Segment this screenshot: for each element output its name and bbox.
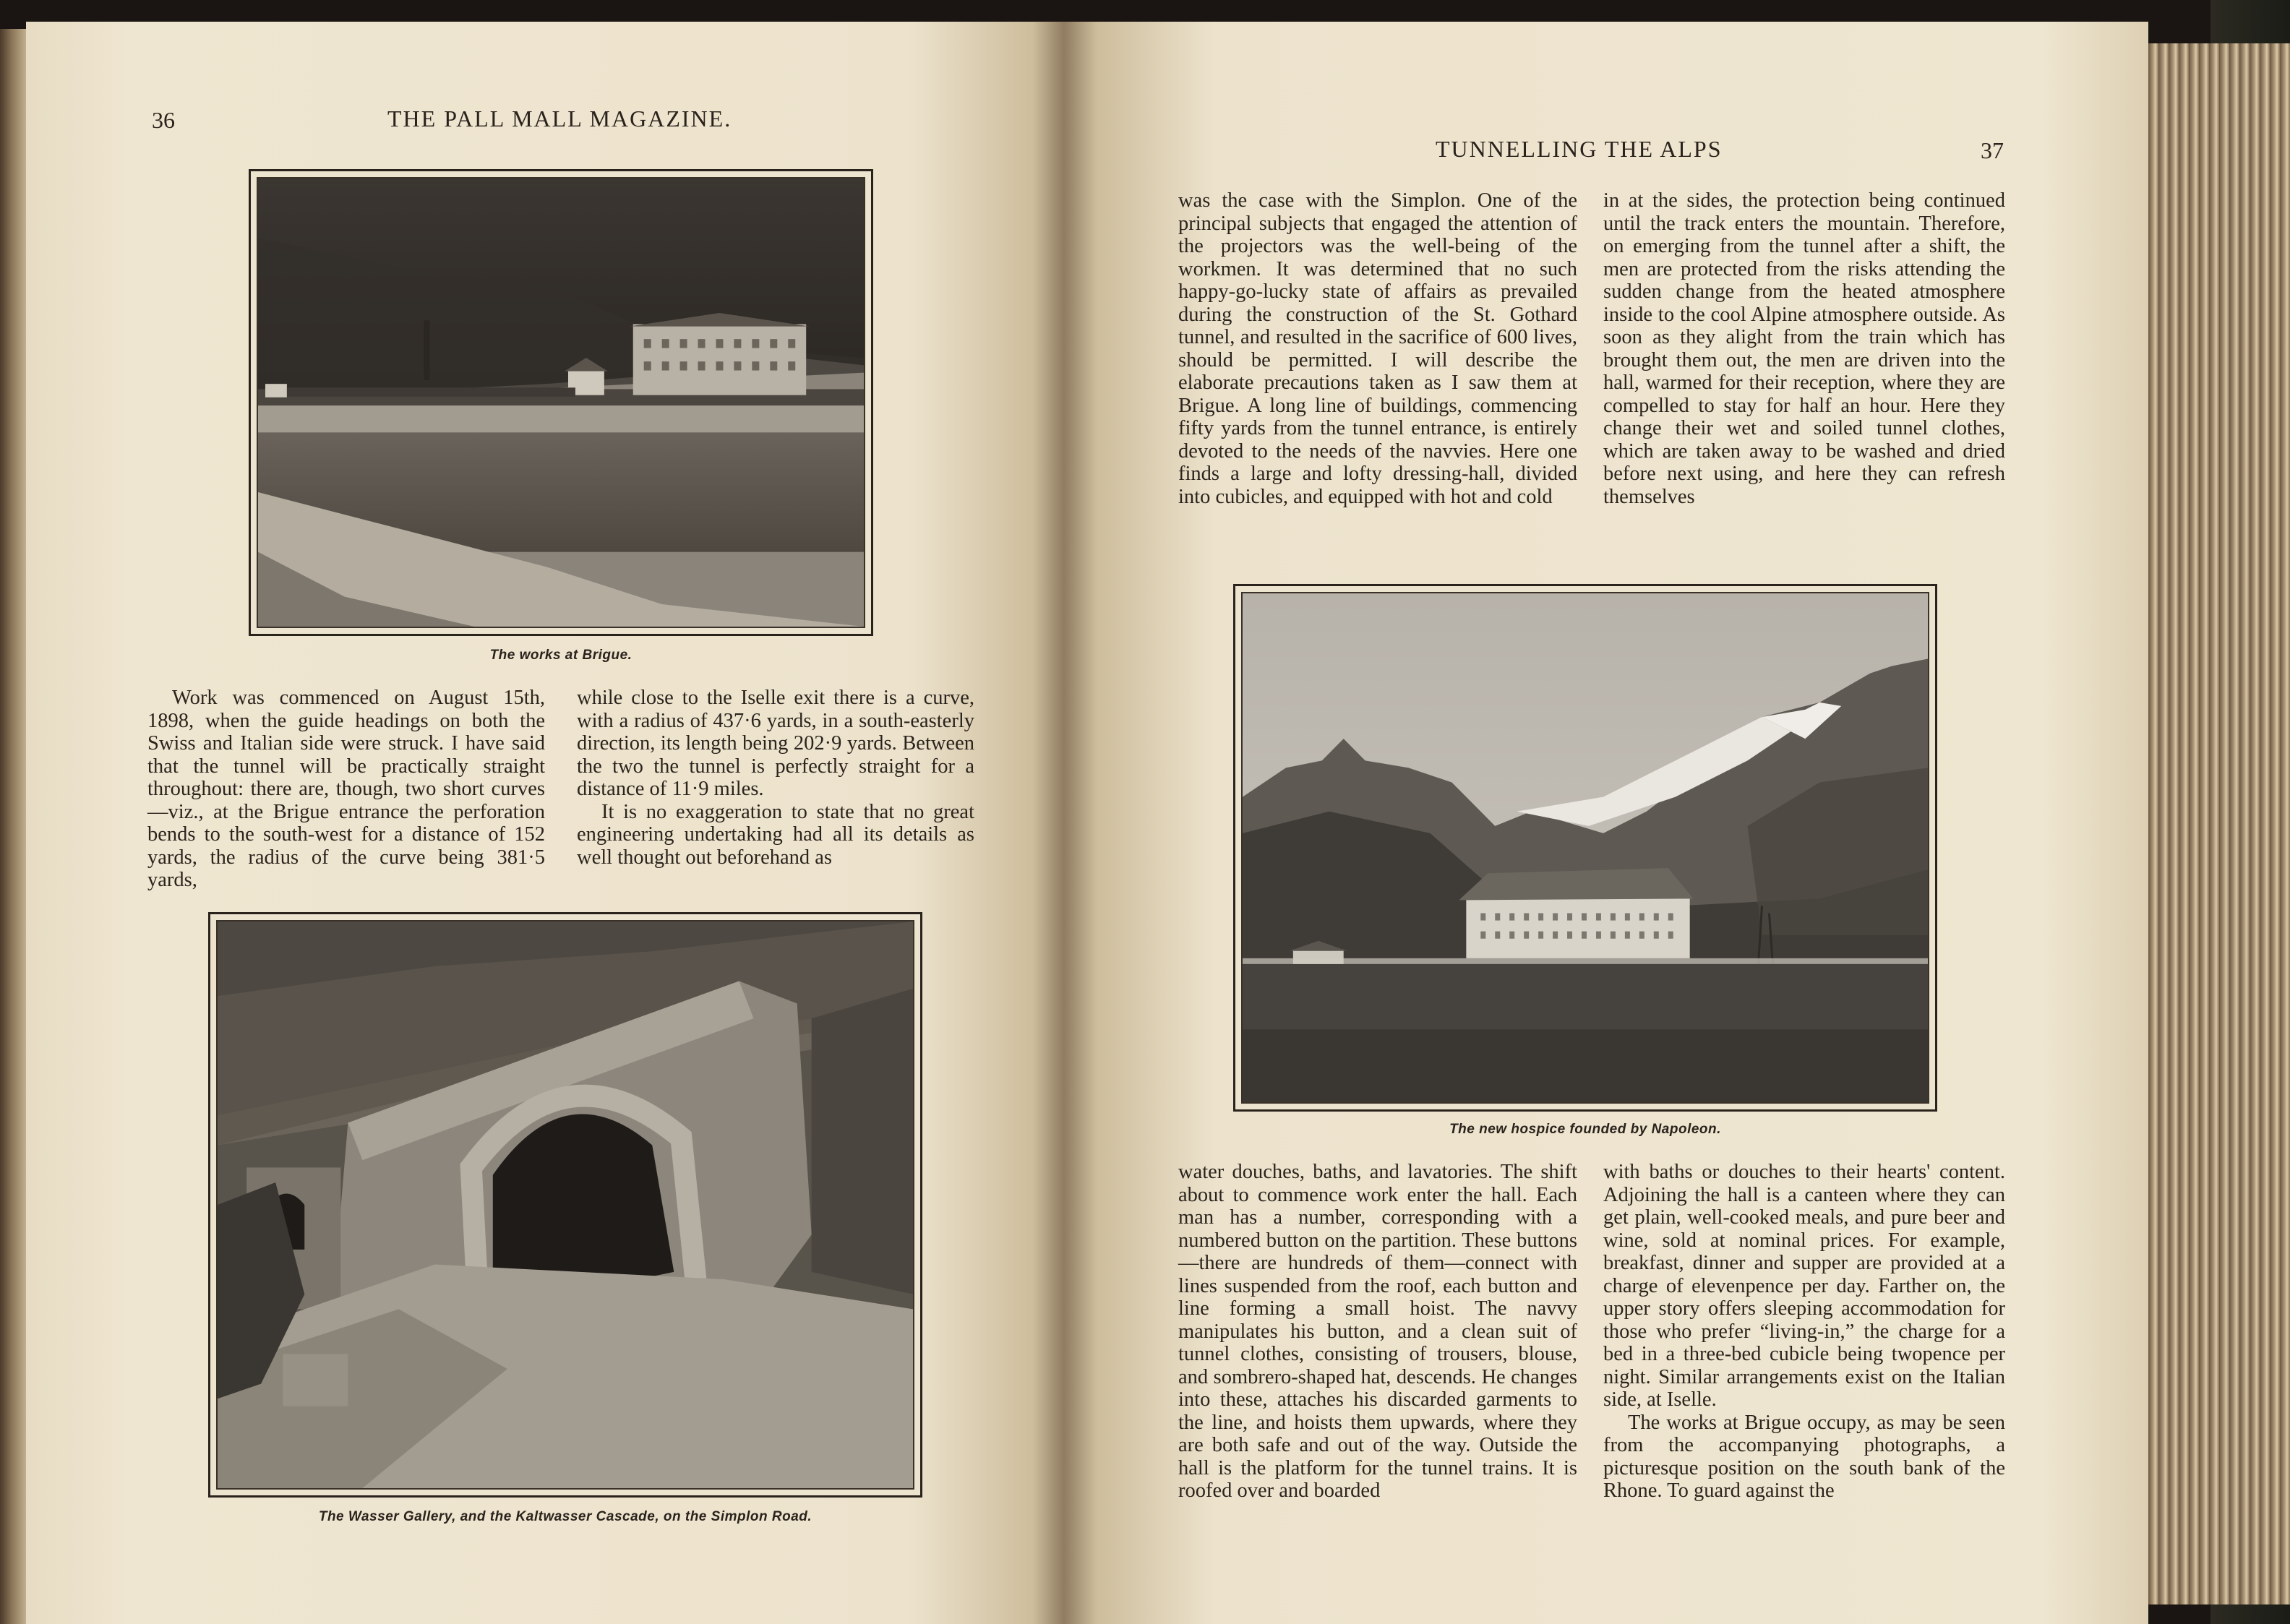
paragraph: with baths or douches to their hearts' content. Adjoining the hall is a canteen where they can get plain, well-cooked meals, and pure beer and wine, sold at nominal prices. For example, breakfast, dinner and supper are provided at a charge of elevenpence per day. Farther on, the upper story offers sleeping accommodation for those who prefer “living-in,” the charge for a bed in a three-bed cubicle being twopence per night. Similar arrangements exist on the Italian side, at Iselle. xyxy=(1603,1161,2005,1411)
figure-wasser-gallery xyxy=(208,912,922,1498)
photo-works-at-brigue xyxy=(258,179,864,627)
left-page xyxy=(26,22,1064,1624)
figure-caption: The works at Brigue. xyxy=(489,648,632,663)
running-head: THE PALL MALL MAGAZINE. xyxy=(387,106,732,132)
paragraph: was the case with the Simplon. One of the principal subjects that engaged the attention of the projectors was the well-being of the workmen. It was determined that no such happy-go-lucky state of affairs as prevailed during the construction of the St. Gothard tunnel, and resulted in the sacrifice of 600 lives, should be permitted. I will describe the elaborate precautions taken as I saw them at Brigue. A long line of buildings, commencing fifty yards from the tunnel entrance, is entirely devoted to the needs of the navvies. Here one finds a large and lofty dressing-hall, divided into cubicles, and equipped with hot and cold xyxy=(1178,189,1577,508)
text-column-2 xyxy=(577,687,974,869)
book-spine-edge xyxy=(0,29,29,1624)
page-number: 36 xyxy=(152,107,175,133)
right-page xyxy=(1064,22,2148,1624)
page-number: 37 xyxy=(1981,137,2004,163)
paragraph: Work was commenced on August 15th, 1898, when the guide headings on both the Swiss and Italian side were struck. I have said that the tunnel will be practically straight throughout: there are, though, two short curves—viz., at the Brigue entrance the perforation bends to the south-west for a distance of 152 yards, the radius of the curve being 381·5 yards, xyxy=(147,687,545,891)
figure-caption: The new hospice founded by Napoleon. xyxy=(1449,1122,1721,1137)
text-column-1 xyxy=(1178,1161,1577,1503)
text-column-2 xyxy=(1603,189,2005,508)
paragraph: water douches, baths, and lavatories. The shift about to commence work enter the hall. Each man has a number, corresponding with a numbered button on the partition. These buttons—there are hundreds of them—connect with lines suspended from the roof, each button and line forming a small hoist. The navvy manipulates his button, and a clean suit of tunnel clothes, consisting of trousers, blouse, and sombrero-shaped hat, descends. He changes into these, attaches his discarded garments to the line, and hoists them upwards, where they are both safe and out of the way. Outside the hall is the platform for the tunnel trains. It is roofed over and boarded xyxy=(1178,1161,1577,1502)
paragraph: while close to the Iselle exit there is a curve, with a radius of 437·6 yards, in a south-easterly direction, its length being 202·9 yards. Between the two the tunnel is perfectly straight for a distance of 11·9 miles. xyxy=(577,687,974,800)
paragraph: It is no exaggeration to state that no great engineering undertaking had all its details as well thought out beforehand as xyxy=(577,800,974,869)
book-page-edges xyxy=(2138,43,2290,1604)
text-column-1 xyxy=(1178,189,1577,508)
paragraph: The works at Brigue occupy, as may be seen from the accompanying photographs, a picturesque position on the south bank of the Rhone. To guard against the xyxy=(1603,1411,2005,1502)
figure-works-at-brigue xyxy=(249,169,873,636)
photo-wasser-gallery xyxy=(218,921,913,1488)
text-column-2 xyxy=(1603,1161,2005,1503)
paragraph: in at the sides, the protection being continued until the track enters the mountain. Therefore, on emerging from the tunnel after a shift, the men are protected from the risks attending the sudden change from the heated atmosphere inside to the cool Alpine atmosphere outside. As soon as they alight from the train which has brought them out, the men are driven into the hall, warmed for their reception, where they are compelled to stay for half an hour. Here they change their wet and soiled tunnel clothes, which are taken away to be washed and dried before next using, and here they can refresh themselves xyxy=(1603,189,2005,508)
running-head: TUNNELLING THE ALPS xyxy=(1436,136,1723,162)
photo-new-hospice xyxy=(1243,593,1928,1102)
text-column-1 xyxy=(147,687,545,892)
figure-caption: The Wasser Gallery, and the Kaltwasser Cascade, on the Simplon Road. xyxy=(318,1509,812,1524)
figure-new-hospice xyxy=(1233,584,1937,1112)
